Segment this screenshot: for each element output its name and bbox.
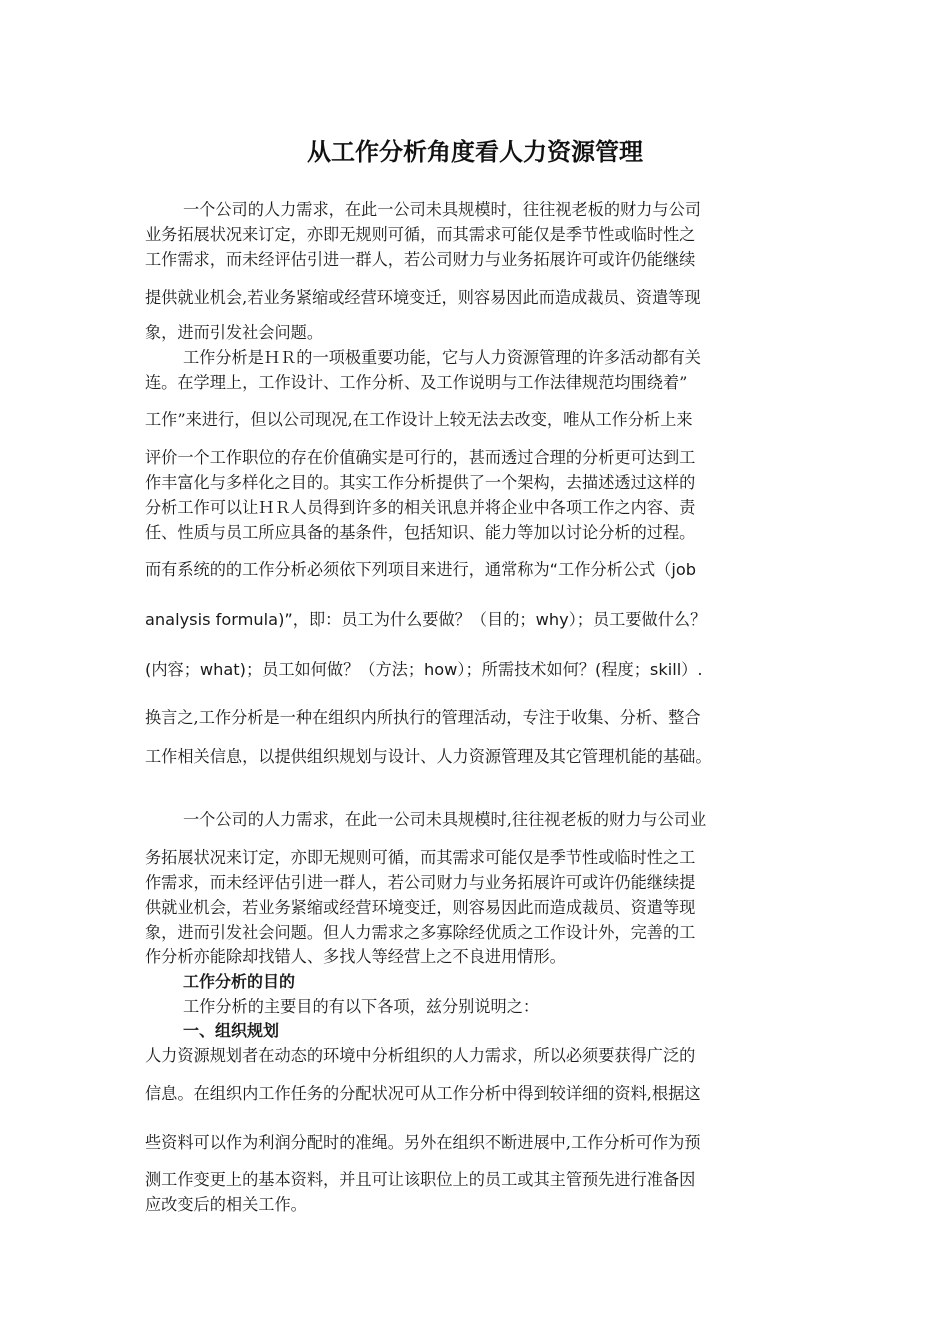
body-line: 人力资源规划者在动态的环境中分析组织的人力需求，所以必须要获得广泛的 [145, 1046, 696, 1065]
body-line: 作丰富化与多样化之目的。其实工作分析提供了一个架构，去描述透过这样的 [145, 473, 696, 492]
body-line: 象，进而引发社会问题。 [145, 323, 324, 342]
body-line: 提供就业机会,若业务紧缩或经营环境变迁，则容易因此而造成裁员、资遣等现 [145, 288, 701, 307]
body-line: 供就业机会，若业务紧缩或经营环境变迁，则容易因此而造成裁员、资遣等现 [145, 898, 696, 917]
body-line: 工作分析的主要目的有以下各项，兹分别说明之： [183, 997, 540, 1016]
body-line: 些资料可以作为利润分配时的准绳。另外在组织不断进展中,工作分析可作为预 [145, 1133, 701, 1152]
body-line: 工作相关信息，以提供组织规划与设计、人力资源管理及其它管理机能的基础。 [145, 747, 712, 766]
section-heading: 工作分析的目的 [183, 972, 296, 991]
body-line: 作分析亦能除却找错人、多找人等经营上之不良进用情形。 [145, 947, 566, 966]
body-line: 一个公司的人力需求，在此一公司未具规模时,往往视老板的财力与公司业 [183, 810, 707, 829]
body-line: 作需求，而未经评估引进一群人，若公司财力与业务拓展许可或许仍能继续提 [145, 873, 696, 892]
body-line: 工作”来进行，但以公司现况,在工作设计上较无法去改变，唯从工作分析上来 [145, 410, 693, 429]
body-line: 业务拓展状况来订定，亦即无规则可循，而其需求可能仅是季节性或临时性之 [145, 225, 696, 244]
body-line: 务拓展状况来订定，亦即无规则可循，而其需求可能仅是季节性或临时性之工 [145, 848, 696, 867]
page-title: 从工作分析角度看人力资源管理 [307, 138, 643, 166]
body-line: 象，进而引发社会问题。但人力需求之多寡除经优质之工作设计外，完善的工 [145, 923, 696, 942]
body-line: analysis formula)”，即：员工为什么要做？（目的；why）；员工要做什么？ [145, 610, 707, 629]
body-line: 信息。在组织内工作任务的分配状况可从工作分析中得到较详细的资料,根据这 [145, 1084, 701, 1103]
body-line: 换言之,工作分析是一种在组织内所执行的管理活动，专注于收集、分析、整合 [145, 708, 701, 727]
body-line: 一个公司的人力需求，在此一公司未具规模时，往往视老板的财力与公司 [183, 200, 701, 219]
body-line: 工作分析是ＨＲ的一项极重要功能，它与人力资源管理的许多活动都有关 [183, 348, 701, 367]
body-line: 测工作变更上的基本资料，并且可让该职位上的员工或其主管预先进行准备因 [145, 1170, 696, 1189]
body-line: 评价一个工作职位的存在价值确实是可行的，甚而透过合理的分析更可达到工 [145, 448, 696, 467]
body-line: (内容；what)；员工如何做？（方法；how）；所需技术如何？(程度；skill）. [145, 660, 703, 679]
section-heading: 一、组织规划 [183, 1021, 280, 1040]
body-line: 应改变后的相关工作。 [145, 1195, 307, 1214]
body-line: 而有系统的的工作分析必须依下列项目来进行，通常称为“工作分析公式（job [145, 560, 697, 579]
body-line: 连。在学理上，工作设计、工作分析、及工作说明与工作法律规范均围绕着” [145, 373, 688, 392]
body-line: 分析工作可以让ＨＲ人员得到许多的相关讯息并将企业中各项工作之内容、责 [145, 498, 696, 517]
body-line: 工作需求，而未经评估引进一群人，若公司财力与业务拓展许可或许仍能继续 [145, 250, 696, 269]
body-line: 任、性质与员工所应具备的基条件，包括知识、能力等加以讨论分析的过程。 [145, 523, 696, 542]
